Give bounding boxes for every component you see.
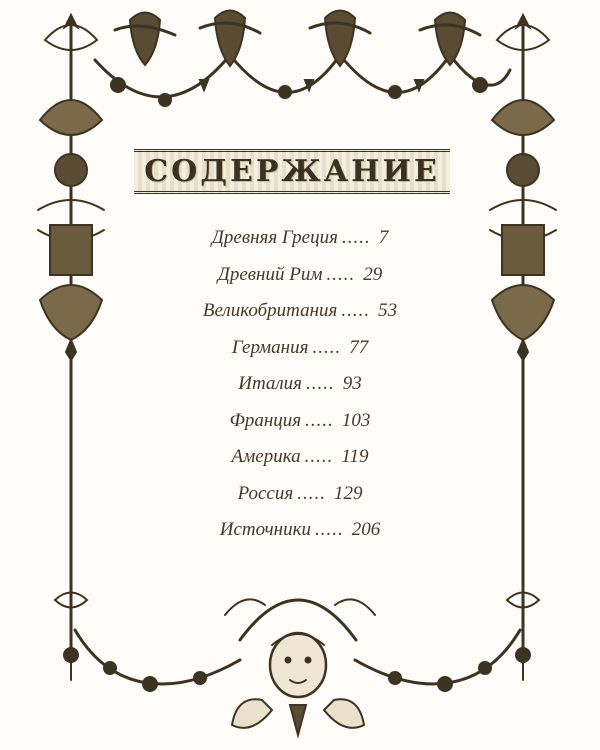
toc-entry[interactable] <box>160 439 440 476</box>
toc-label: Франция <box>229 409 302 431</box>
toc-label: Америка <box>231 446 301 467</box>
toc-leader: ..... <box>341 300 371 321</box>
toc-entry[interactable] <box>160 257 440 294</box>
toc-entry[interactable] <box>160 220 440 257</box>
top-masks <box>115 11 480 67</box>
toc-leader: ..... <box>306 373 335 394</box>
table-of-contents <box>160 220 440 549</box>
toc-page-number: 129 <box>333 482 363 504</box>
cherub-cartouche <box>225 599 375 735</box>
title-banner <box>136 152 448 190</box>
toc-page-number: 206 <box>351 519 381 540</box>
toc-page-number: 53 <box>378 300 398 321</box>
toc-entry[interactable] <box>160 403 440 440</box>
toc-page-number: 7 <box>378 227 389 248</box>
toc-entry[interactable] <box>160 512 440 549</box>
toc-leader: ..... <box>341 227 371 248</box>
toc-entry[interactable] <box>160 330 440 367</box>
toc-leader: ..... <box>305 409 334 431</box>
toc-leader: ..... <box>304 446 334 467</box>
toc-page-number: 93 <box>342 373 362 394</box>
toc-label: Великобритания <box>202 300 338 321</box>
toc-leader: ..... <box>312 336 342 358</box>
toc-label: Источники <box>219 519 311 540</box>
toc-label: Италия <box>238 373 303 394</box>
toc-page-number: 119 <box>341 446 369 467</box>
toc-entry[interactable] <box>160 476 440 513</box>
toc-label: Германия <box>231 336 309 358</box>
toc-entry[interactable] <box>160 366 440 403</box>
toc-page-number: 103 <box>341 409 371 431</box>
toc-page-number: 77 <box>349 336 369 358</box>
toc-entry[interactable] <box>160 293 440 330</box>
toc-label: Древняя Греция <box>211 227 338 248</box>
toc-page-number: 29 <box>363 263 383 285</box>
left-pillar <box>38 15 104 680</box>
toc-label: Древний Рим <box>217 263 323 285</box>
right-pillar <box>490 15 556 680</box>
page-title: СОДЕРЖАНИЕ <box>134 149 449 194</box>
toc-leader: ..... <box>297 482 326 504</box>
toc-label: Россия <box>237 482 294 504</box>
toc-leader: ..... <box>326 263 356 285</box>
toc-leader: ..... <box>315 519 344 540</box>
